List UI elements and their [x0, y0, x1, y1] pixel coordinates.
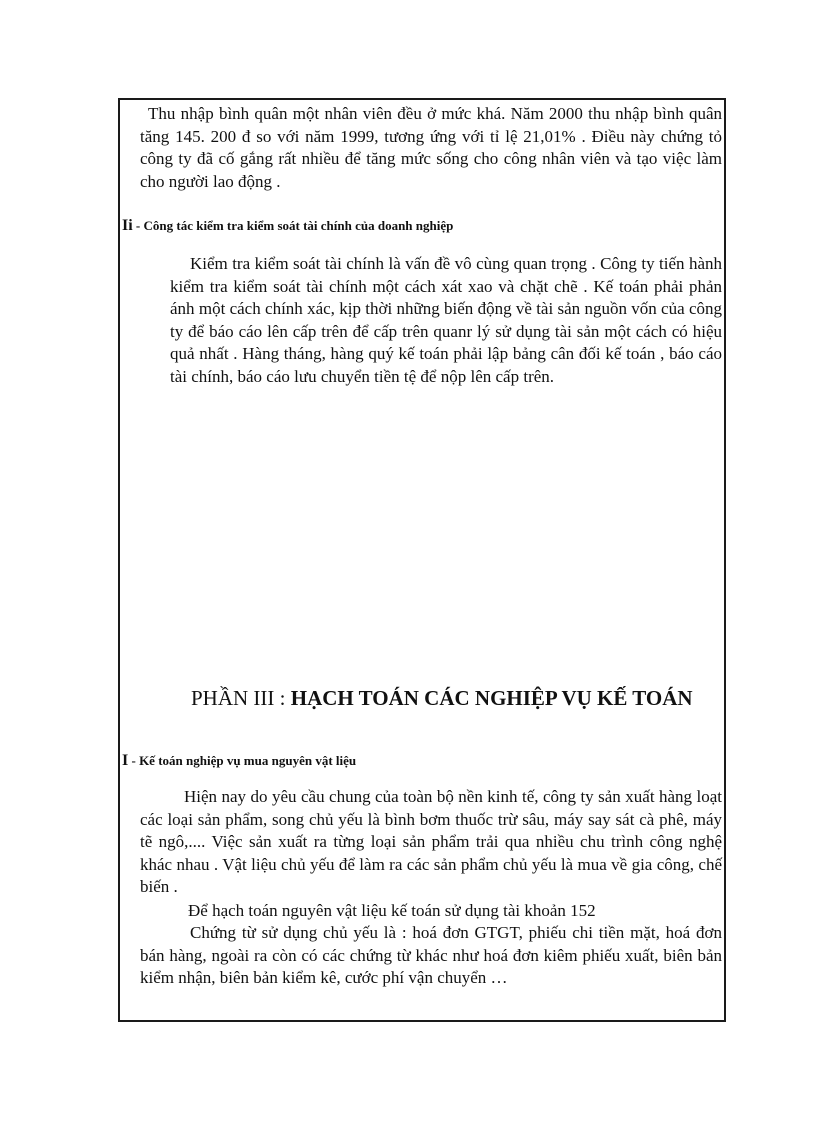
section-i-heading: [122, 752, 356, 770]
section-ii-number: Ii: [122, 217, 133, 234]
part-title-main: HẠCH TOÁN CÁC NGHIỆP VỤ KẾ TOÁN: [290, 686, 693, 710]
line-account-152: Để hạch toán nguyên vật liệu kế toán sử dụng tài khoản 152: [188, 901, 596, 920]
paragraph-production: Hiện nay do yêu cầu chung của toàn bộ nền kinh tế, công ty sản xuất hàng loạt các loại sản phẩm, song chủ yếu là bình bơm thuốc trừ sâu, máy say sát cà phê, máy tẽ ngô,.... Việc sản xuất ra từng loại sản phẩm trải qua nhiều chu trình công nghệ khác nhau . Vật liệu chủ yếu để làm ra các sản phẩm chủ yếu là mua về gia công, chế biến .: [140, 787, 722, 896]
section-ii-heading: [122, 217, 453, 235]
paragraph-documents: Chứng từ sử dụng chủ yếu là : hoá đơn GTGT, phiếu chi tiền mặt, hoá đơn bán hàng, ngoài ra còn có các chứng từ khác như hoá đơn kiêm phiếu xuất, biên bản kiểm nhận, biên bản kiểm kê, cước phí vận chuyển …: [140, 923, 722, 987]
part-title-prefix: PHẦN III :: [191, 686, 291, 710]
paragraph-income: Thu nhập bình quân một nhân viên đều ở mức khá. Năm 2000 thu nhập bình quân tăng 145. 200 đ so với năm 1999, tương ứng với tỉ lệ 21,01% . Điều này chứng tỏ công ty đã cố gắng rất nhiều để tăng mức sống cho công nhân viên và tạo việc làm cho người lao động .: [140, 104, 722, 191]
section-ii-title: - Công tác kiểm tra kiểm soát tài chính của doanh nghiệp: [132, 218, 454, 233]
section-i-title: - Kế toán nghiệp vụ mua nguyên vật liệu: [128, 753, 357, 768]
section-i-number: I: [122, 752, 129, 769]
part-title: [191, 686, 693, 711]
paragraph-financial-control: Kiểm tra kiểm soát tài chính là vấn đề vô cùng quan trọng . Công ty tiến hành kiểm tra kiểm soát tài chính một cách xát xao và chặt chẽ . Kế toán phải phản ánh một cách chính xác, kịp thời những biến động về tài sản nguồn vốn của công ty để báo cáo lên cấp trên để cấp trên quanr lý sử dụng tài sản một cách có hiệu quả nhất . Hàng tháng, hàng quý kế toán phải lập bảng cân đối kế toán , báo cáo tài chính, báo cáo lưu chuyển tiền tệ để nộp lên cấp trên.: [170, 254, 722, 386]
